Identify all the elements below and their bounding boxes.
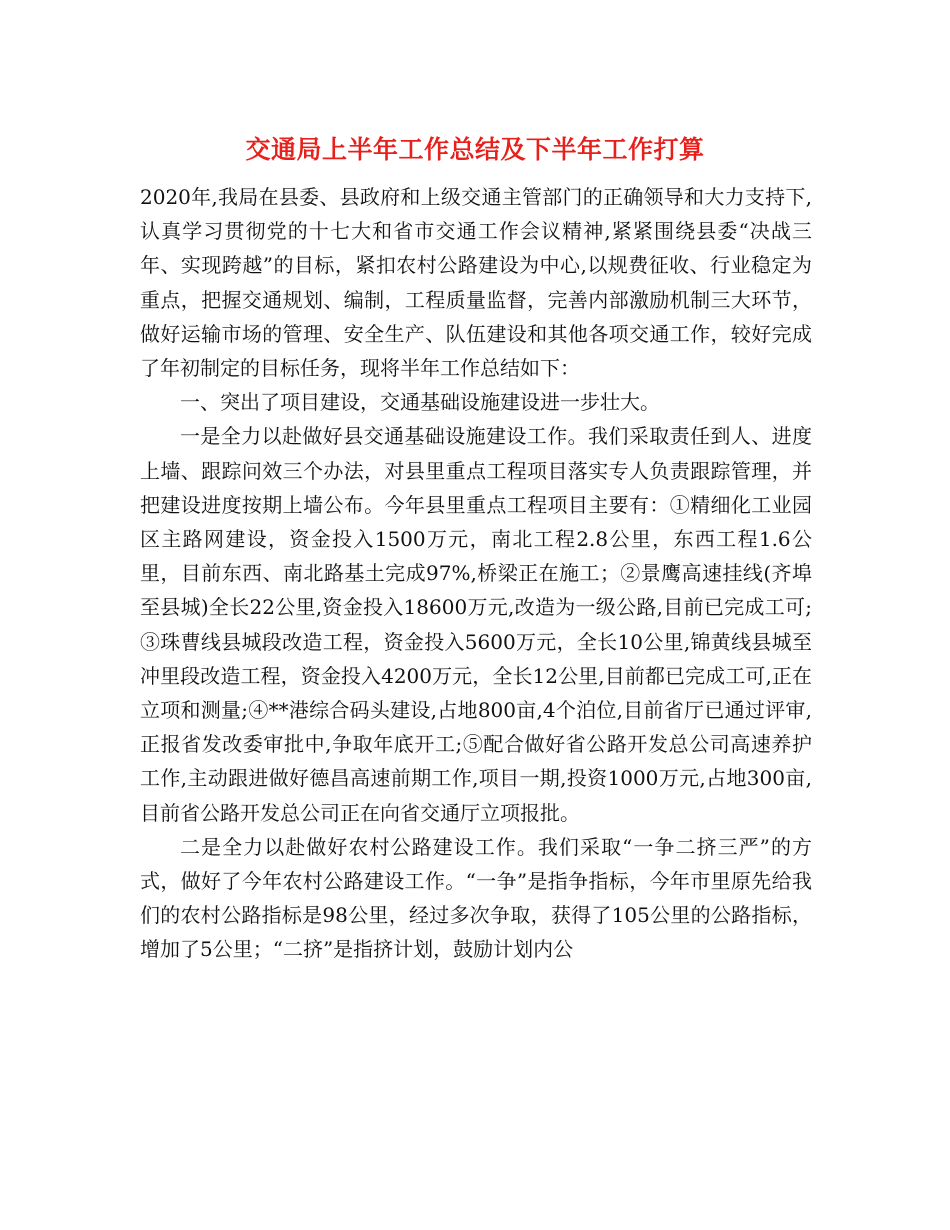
document-title: 交通局上半年工作总结及下半年工作打算 [245,135,705,164]
paragraph-infrastructure: 一是全力以赴做好县交通基础设施建设工作。我们采取责任到人、进度上墙、跟踪问效三个办法，对县里重点工程项目落实专人负责跟踪管理，并把建设进度按期上墙公布。今年县里重点工程项目主要有：①精细化工业园区主路网建设，资金投入1500万元，南北工程2.8公里，东西工程1.6公里，目前东西、南北路基土完成97%,桥梁正在施工；②景鹰高速挂线(齐埠至县城)全长22公里,资金投入18600万元,改造为一级公路,目前已完成工可;③珠曹线县城段改造工程，资金投入5600万元，全长10公里,锦黄线县城至冲里段改造工程，资金投入4200万元，全长12公里,目前都已完成工可,正在立项和测量;④**港综合码头建设,占地800亩,4个泊位,目前省厅已通过评审,正报省发改委审批中,争取年底开工;⑤配合做好省公路开发总公司高速养护工作,主动跟进做好德昌高速前期工作,项目一期,投资1000万元,占地300亩,目前省公路开发总公司正在向省交通厅立项报批。 [140,424,812,825]
document-body [140,180,812,967]
paragraph-section-heading: 一、突出了项目建设，交通基础设施建设进一步壮大。 [180,390,660,415]
paragraph-rural-roads: 二是全力以赴做好农村公路建设工作。我们采取“一争二挤三严”的方式，做好了今年农村公路建设工作。“一争”是指争指标，今年市里原先给我们的农村公路指标是98公里，经过多次争取，获得了105公里的公路指标，增加了5公里；“二挤”是指挤计划，鼓励计划内公 [140,834,812,962]
paragraph-intro: 2020年,我局在县委、县政府和上级交通主管部门的正确领导和大力支持下,认真学习贯彻党的十七大和省市交通工作会议精神,紧紧围绕县委“决战三年、实现跨越”的目标，紧扣农村公路建设为中心,以规费征收、行业稳定为重点，把握交通规划、编制，工程质量监督，完善内部激励机制三大环节，做好运输市场的管理、安全生产、队伍建设和其他各项交通工作，较好完成了年初制定的目标任务，现将半年工作总结如下： [140,185,812,381]
